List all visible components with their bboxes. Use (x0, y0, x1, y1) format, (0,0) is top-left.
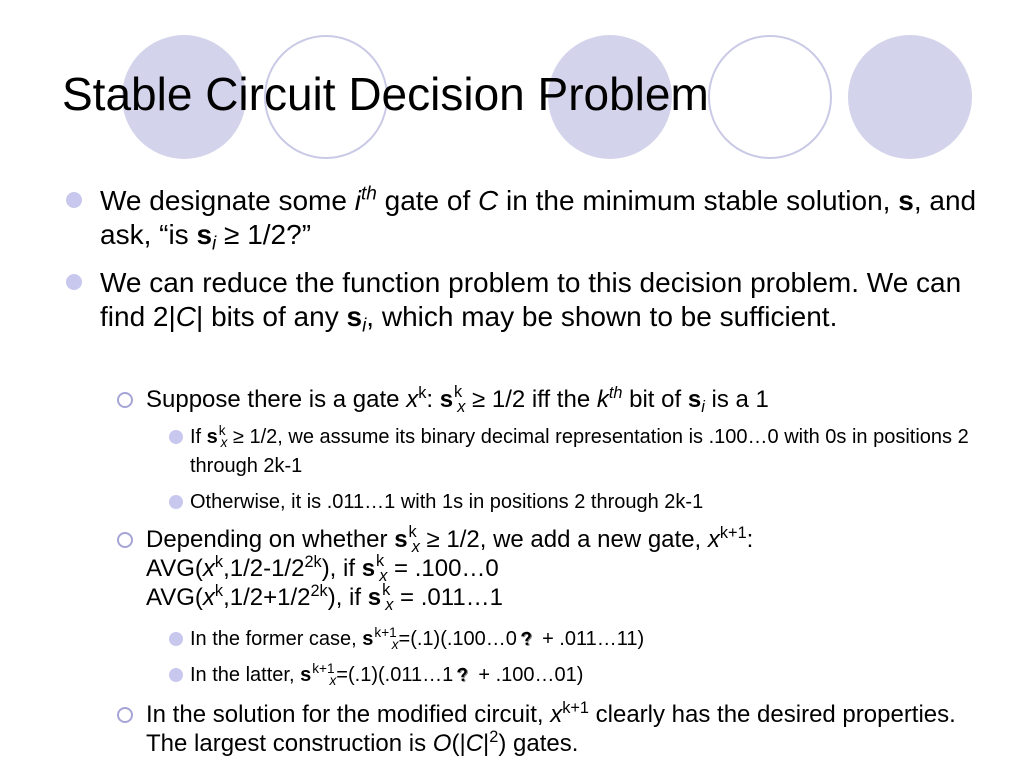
subsubbullet-marker (169, 668, 183, 682)
avg-formula-minus: $AVG(x^k,1/2-1/2^{2k})$, if $s^k_x$ = .100…0 (146, 552, 499, 585)
subbullet-modified-circuit: In the solution for the modified circuit, $x^{k+1}$ clearly has the desired properties. The largest construction is $O(|C|^2)$ gates. (146, 700, 966, 758)
subbullet-suppose-gate: Suppose there is a gate $x^k$: $s^k_x \ge 1/2$ iff the $k^{th}$ bit of $s_i$ is a 1 (146, 385, 966, 414)
subbullet-marker (117, 532, 133, 548)
subsubbullet-otherwise: Otherwise, it is .011…1 with 1s in positions 2 through 2k-1 (190, 488, 970, 517)
subsubbullet-former-case: In the former case, $s^{k+1}_x=(.1)(.100\dots 0$ ? + .011…11) (190, 625, 970, 654)
subsubbullet-latter-case: In the latter, $s^{k+1}_x=(.1)(.011\dots 1$ ? + .100…01) (190, 661, 970, 690)
avg-formula-plus: $AVG(x^k,1/2+1/2^{2k})$, if $s^k_x$ = .011…1 (146, 581, 504, 614)
decor-circle-5 (848, 35, 972, 159)
sx-k-symbol: $^{k+1}_x$ (312, 660, 337, 689)
bullet-marker (66, 274, 82, 290)
sx-k-symbol: $^k_x$ (218, 422, 228, 451)
subbullet-marker (117, 707, 133, 723)
subsubbullet-marker (169, 430, 183, 444)
subbullet-add-new-gate: Depending on whether $s^k_x \ge 1/2$, we add a new gate, $x^{k+1}$: $AVG(x^k,1/2-1/2^{2k})$, if $s^k_x$ = .100…0 $AVG(x^k,1/2+1/2^{2k})$, if $s^k_x$ = .011…1 (146, 525, 966, 612)
subbullet-marker (117, 392, 133, 408)
question-mark-icon: ? (455, 664, 471, 687)
sx-k-symbol: $^k_x$ (454, 383, 466, 416)
sx-k-symbol: $^{k+1}_x$ (374, 624, 399, 653)
subsubbullet-marker (169, 495, 183, 509)
question-mark-icon: ? (519, 628, 534, 651)
bullet-designate-gate: We designate some $i^{th}$ gate of C in the minimum stable solution, s, and ask, “is $s_i \ge 1/2$?” (100, 184, 980, 251)
decor-circle-4 (708, 35, 832, 159)
sx-k-symbol: $^k_x$ (408, 523, 420, 556)
subsubbullet-marker (169, 632, 183, 646)
bullet-reduce-function-problem: We can reduce the function problem to this decision problem. We can find 2|C| bits of any $s_i$, which may be shown to be sufficient. (100, 266, 980, 333)
bullet-marker (66, 192, 82, 208)
subsubbullet-binary-representation: If $s^k_x \ge 1/2$, we assume its binary decimal representation is .100…0 with 0s in positions 2 through 2k-1 (190, 423, 970, 481)
slide-title: Stable Circuit Decision Problem (62, 68, 709, 120)
